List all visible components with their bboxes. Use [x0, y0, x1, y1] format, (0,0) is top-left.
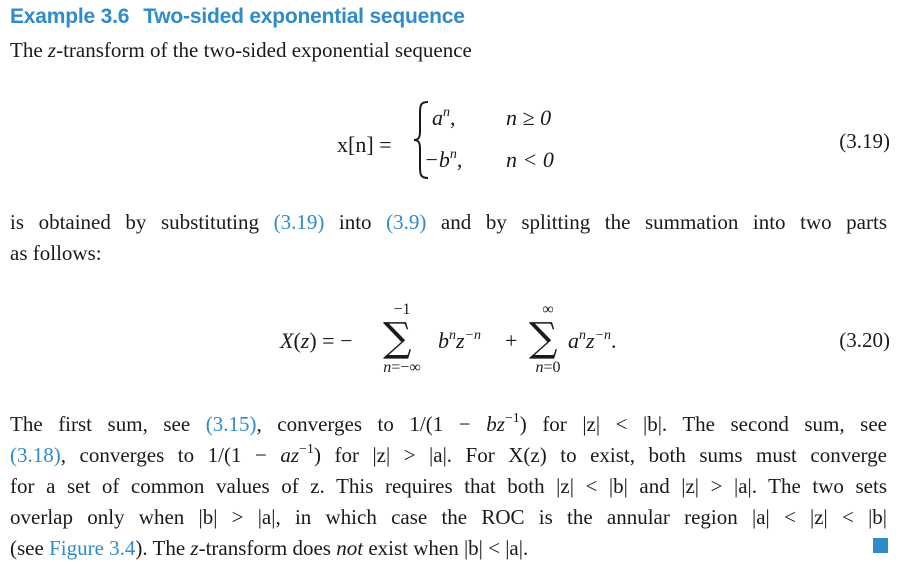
term1-base: b: [438, 328, 449, 353]
xref-3-18[interactable]: (3.18): [10, 443, 61, 467]
term2-z: z: [586, 328, 595, 353]
term2-base: a: [568, 328, 579, 353]
para2-line4: overlap only when |b| > |a|, in which case the ROC is the annular region |a| < |z| < |b|: [10, 505, 887, 529]
sum1-sigma-icon: ∑: [383, 315, 412, 361]
example-title: Two-sided exponential sequence: [143, 5, 465, 28]
p2-l1-c: bz: [486, 412, 505, 436]
intro-text: [10, 38, 472, 63]
p2-l5-b: ). The: [135, 536, 191, 560]
term2-zexp: −n: [594, 328, 612, 343]
example-number: Example 3.6: [10, 5, 130, 28]
eq320-term1: [438, 328, 481, 354]
intro-post: -transform of the two-sided exponential sequence: [56, 38, 472, 62]
xref-3-19[interactable]: (3.19): [273, 210, 325, 234]
term2-exp: n: [579, 328, 586, 343]
eq320-term2: [568, 328, 617, 354]
p2-l1-exp: −1: [504, 411, 520, 426]
intro-pre: The: [10, 38, 48, 62]
page: [10, 0, 890, 567]
p1-t3: and by splitting the summation into two parts: [426, 210, 887, 234]
case2-exp: n: [449, 147, 457, 162]
eq320-plus: +: [505, 328, 518, 353]
intro-var: z: [47, 38, 57, 62]
eq319-case2-value: $-b^n$,: [424, 147, 463, 172]
eq320-lhs: X(z) = −: [280, 328, 353, 353]
sum1-lower: n=−∞: [383, 359, 421, 376]
xref-3-9[interactable]: (3.9): [386, 210, 427, 234]
p2-l2-b: az: [280, 443, 300, 467]
para2-line3: for a set of common values of z. This requires that both |z| < |b| and |z| > |a|. The two sets: [10, 474, 887, 498]
example-heading: [10, 5, 465, 29]
p1-t2: into: [324, 210, 387, 234]
paragraph-2: [10, 409, 887, 564]
paragraph-1: [10, 207, 887, 269]
p2-l2-a: , converges to 1/(1 −: [60, 443, 281, 467]
p2-l1-d: ) for |z| < |b|. The second sum, see: [519, 412, 887, 436]
case2-cond-text: n < 0: [506, 147, 554, 172]
para2-line5: [10, 533, 887, 564]
p2-l5-c: z: [190, 536, 199, 560]
sum1-upper: −1: [393, 301, 411, 318]
sum2-sigma-icon: ∑: [529, 315, 558, 361]
end-of-example-square-icon: [873, 538, 888, 553]
para1-line2: as follows:: [10, 241, 102, 265]
case1-cond-text: n ≥ 0: [506, 105, 552, 130]
p2-l2-exp: −1: [299, 442, 314, 457]
sum2-upper: ∞: [542, 301, 554, 318]
term1-zexp: −n: [464, 328, 482, 343]
eq319-case1-value: $a^n$,: [432, 105, 456, 130]
eq319-lhs: x[n] =: [337, 132, 392, 157]
p2-l5-a: (see: [10, 536, 50, 560]
p1-t1: is obtained by substituting: [10, 210, 274, 234]
term1-exp: n: [449, 328, 456, 343]
p2-l2-c: ) for |z| > |a|. For X(z) to exist, both sums must converge: [313, 443, 887, 467]
eq319-case1-cond: [506, 105, 551, 131]
eq319-case2-cond: [506, 147, 554, 173]
sum2-lower: n=0: [535, 359, 561, 376]
case2-base: −b: [424, 147, 450, 172]
eq320-number: (3.20): [839, 328, 890, 352]
case1-exp: n: [443, 105, 450, 120]
case1-base: a: [432, 105, 443, 130]
eq319-number: (3.19): [839, 129, 890, 153]
para2-line1: [10, 409, 887, 440]
p2-l1-a: The first sum, see: [10, 412, 206, 436]
para2-line2: [10, 440, 887, 471]
xref-3-15[interactable]: (3.15): [205, 412, 257, 436]
p2-l5-d: -transform does: [198, 536, 337, 560]
term2-end: .: [611, 328, 617, 353]
p2-l5-e: not: [336, 536, 364, 560]
para1-line1: [10, 207, 887, 238]
term1-z: z: [456, 328, 465, 353]
xref-figure-3-4[interactable]: Figure 3.4: [49, 536, 136, 560]
p2-l1-b: , converges to 1/(1 −: [256, 412, 487, 436]
p2-l5-f: exist when |b| < |a|.: [363, 536, 529, 560]
